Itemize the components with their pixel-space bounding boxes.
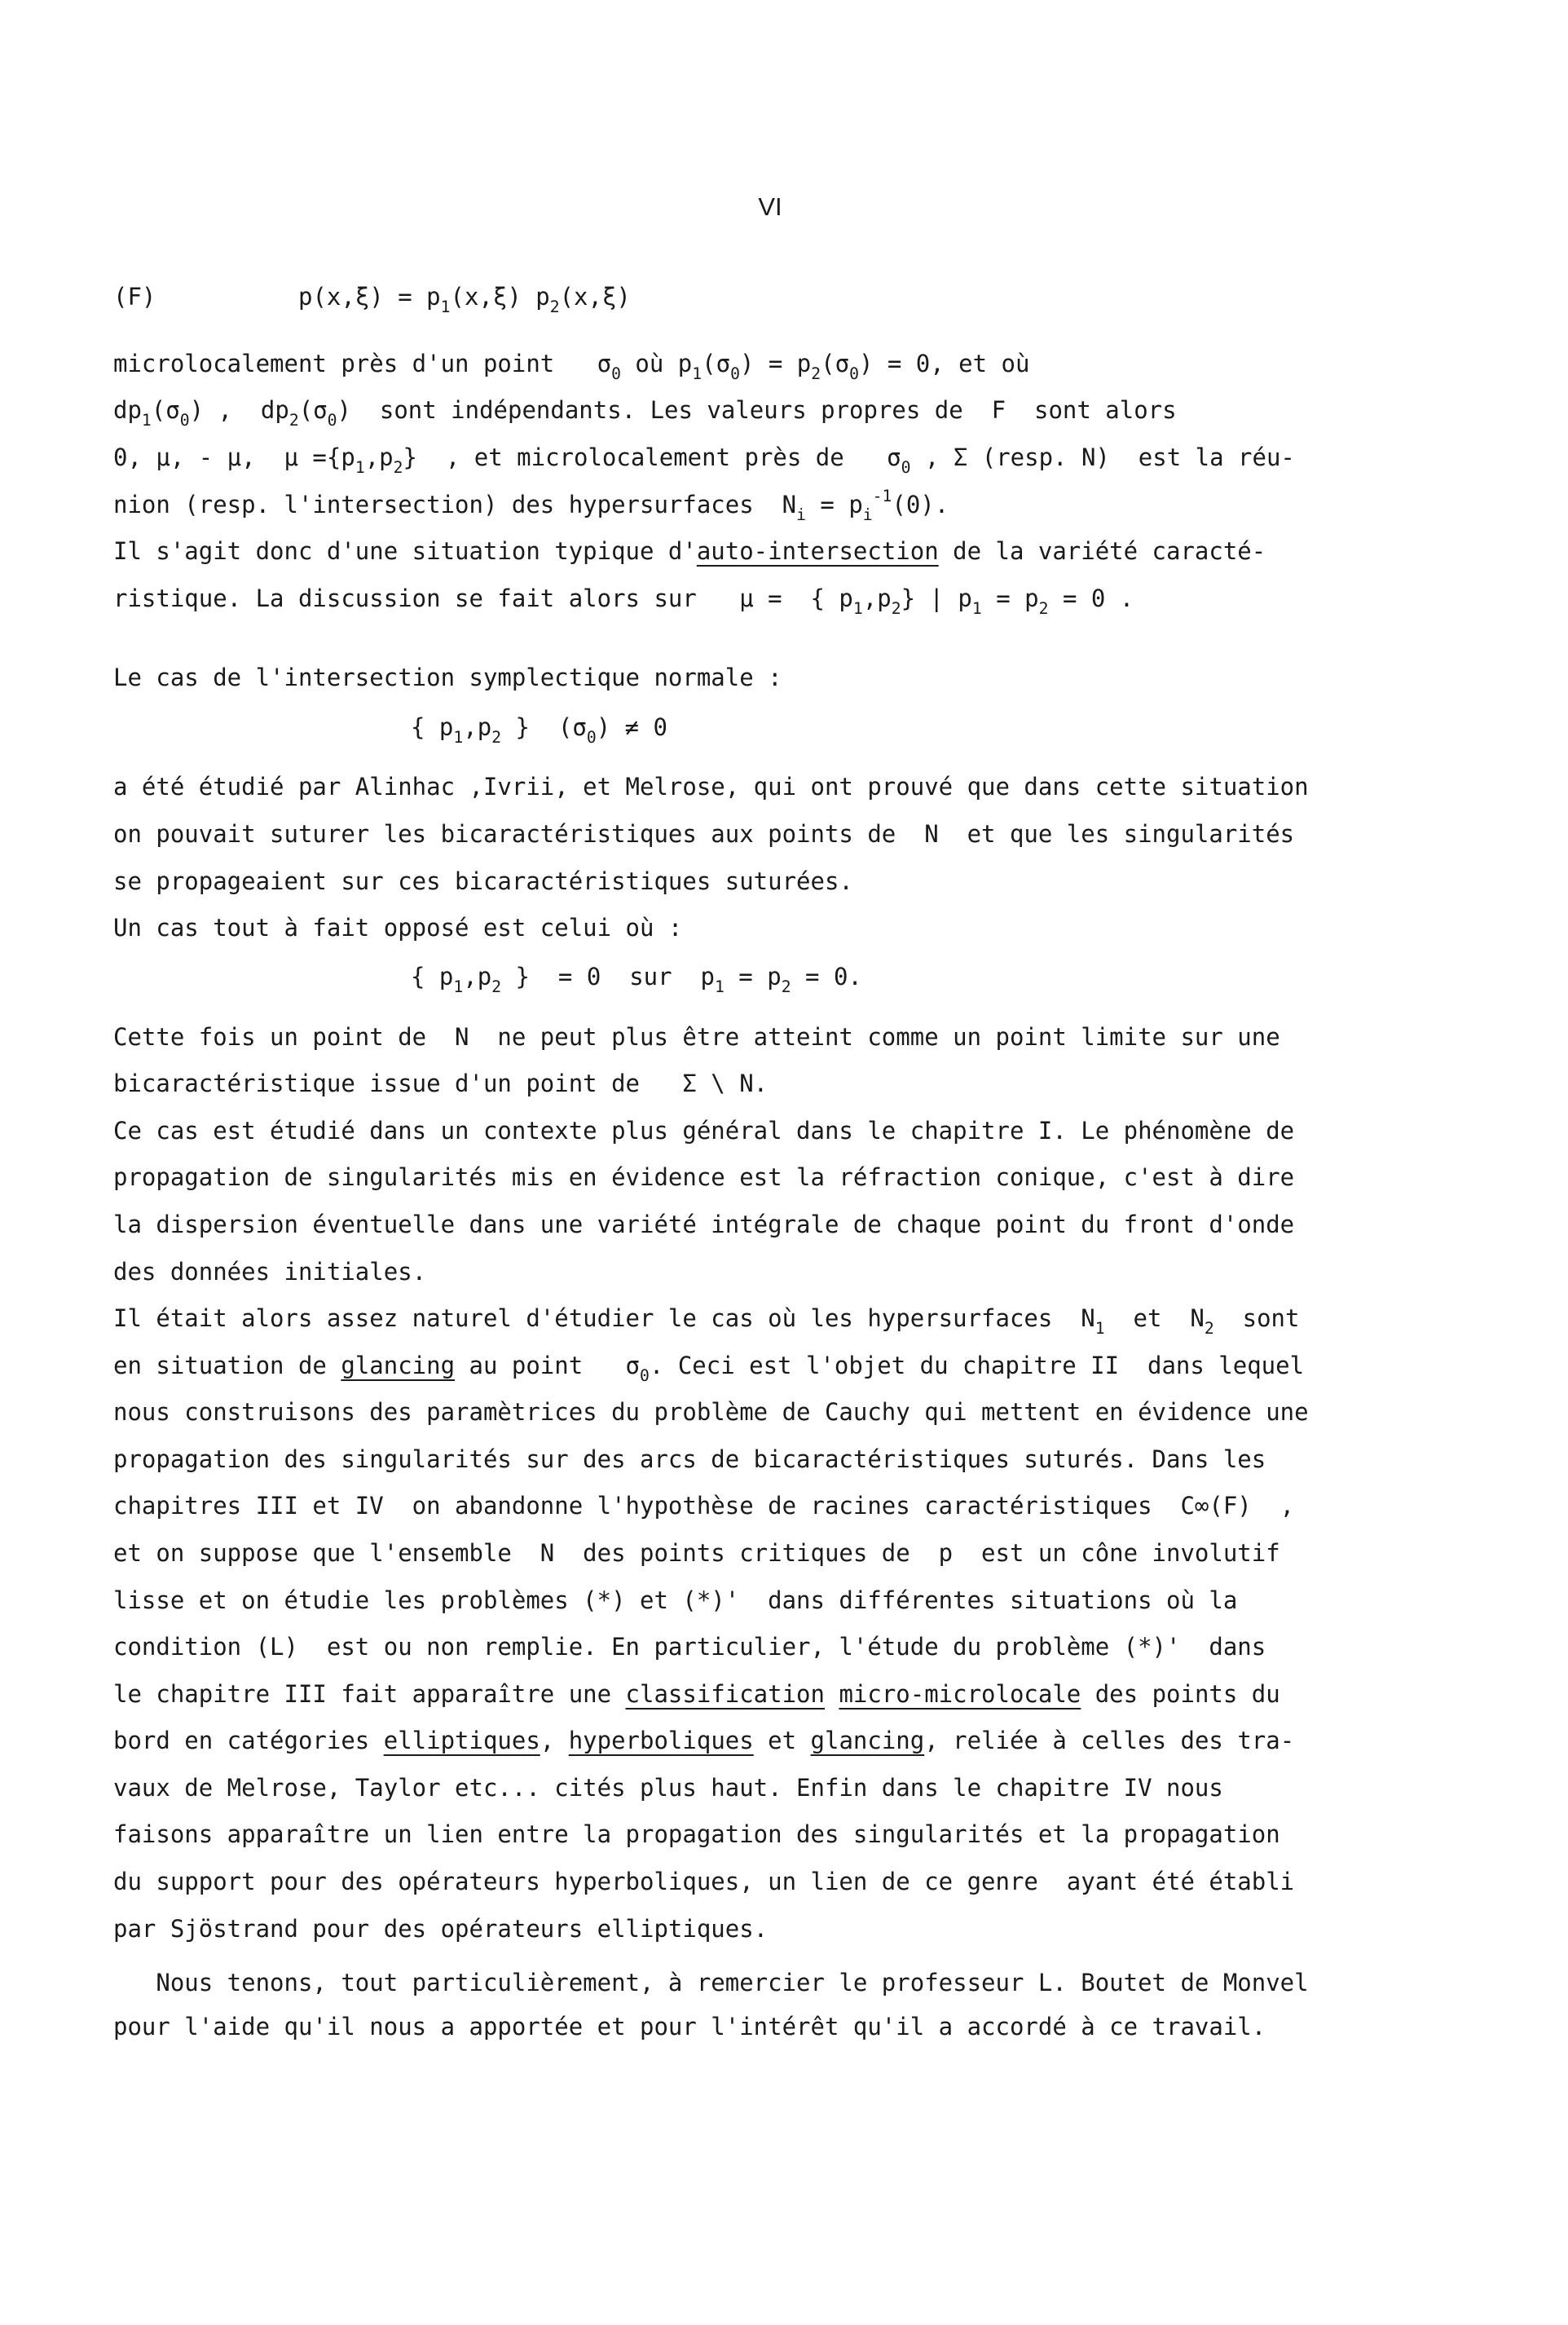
text-line: Le cas de l'intersection symplectique normale : [113,664,782,691]
page-number: VI [758,192,782,221]
text-line: la dispersion éventuelle dans une variété intégrale de chaque point du front d'onde [113,1211,1295,1238]
text-line: vaux de Melrose, Taylor etc... cités plus haut. Enfin dans le chapitre IV nous [113,1774,1223,1802]
text-line: microlocalement près d'un point $\sigma_0$ où $p_1(\sigma_0) = p_2(\sigma_0) = 0$, et où [113,350,1030,383]
text-line: bicaractéristique issue d'un point de Σ \ N. [113,1070,769,1097]
text-line: bord en catégories elliptiques, hyperboliques et glancing, reliée à celles des tra- [113,1727,1295,1754]
text-line: nous construisons des paramètrices du problème de Cauchy qui mettent en évidence une [113,1398,1309,1426]
formula-label: (F) [113,283,156,311]
formula-F: $p(x,\xi) = p_1(x,\xi)$ $p_2(x,\xi)$ [298,283,631,316]
text-line: se propageaient sur ces bicaractéristiques suturées. [113,867,853,895]
underlined-term: glancing [810,1727,925,1754]
text-line: propagation des singularités sur des arcs de bicaractéristiques suturés. Dans les [113,1445,1266,1473]
acknowledgement-line: pour l'aide qu'il nous a apportée et pour l'intérêt qu'il a accordé à ce travail. [113,2013,1266,2040]
text-line: des données initiales. [113,1258,427,1286]
text-line: Il s'agit donc d'une situation typique d'auto-intersection de la variété caracté- [113,537,1266,565]
text-line: propagation de singularités mis en évidence est la réfraction conique, c'est à dire [113,1163,1295,1191]
text-line: du support pour des opérateurs hyperboliques, un lien de ce genre ayant été établi [113,1868,1295,1895]
text-line: par Sjöstrand pour des opérateurs elliptiques. [113,1915,769,1943]
underlined-term: auto-intersection [696,537,939,565]
text-line: 0, μ, - μ, $\mu =\{p_1,p_2\}$ , et microlocalement près de $\sigma_0$ , Σ (resp. N) est la réu- [113,443,1295,477]
text-line: a été étudié par Alinhac ,Ivrii, et Melrose, qui ont prouvé que dans cette situation [113,773,1309,801]
text-line: on pouvait suturer les bicaractéristiques aux points de N et que les singularités [113,820,1295,848]
text-line: chapitres III et IV on abandonne l'hypothèse de racines caractéristiques C∞(F) , [113,1492,1295,1520]
text-line: $dp_1(\sigma_0)$ , $dp_2(\sigma_0)$ sont indépendants. Les valeurs propres de F sont alors [113,396,1177,430]
text-line: faisons apparaître un lien entre la propagation des singularités et la propagation [113,1820,1280,1848]
text-line: Il était alors assez naturel d'étudier le cas où les hypersurfaces $N_1$ et $N_2$ sont [113,1304,1300,1338]
underlined-term: micro-microlocale [839,1680,1081,1708]
text-line: et on suppose que l'ensemble N des points critiques de p est un cône involutif [113,1539,1280,1567]
underlined-term: hyperboliques [568,1727,754,1754]
text-line: Ce cas est étudié dans un contexte plus général dans le chapitre I. Le phénomène de [113,1117,1295,1145]
underlined-term: classification [625,1680,825,1708]
text-line: Cette fois un point de N ne peut plus être atteint comme un point limite sur une [113,1023,1280,1051]
underlined-term: elliptiques [383,1727,540,1754]
text-line: le chapitre III fait apparaître une classification micro-microlocale des points du [113,1680,1280,1708]
formula-bracket-zero: { $p_1,p_2$ } = 0 sur $p_1 = p_2 = 0$. [411,963,862,996]
text-line: lisse et on étudie les problèmes (*) et (*)' dans différentes situations où la [113,1586,1238,1614]
text-line: Un cas tout à fait opposé est celui où : [113,914,683,942]
text-line: ristique. La discussion se fait alors sur μ = { $p_1,p_2$} | $p_1 = p_2 = 0$ . [113,585,1134,618]
underlined-term: glancing [341,1352,456,1379]
text-line: nion (resp. l'intersection) des hypersurfaces $N_i = p_i^{-1}(0)$. [113,487,949,524]
text-line: en situation de glancing au point $\sigma_0$. Ceci est l'objet du chapitre II dans lequel [113,1352,1305,1385]
text-line: condition (L) est ou non remplie. En particulier, l'étude du problème (*)' dans [113,1633,1266,1661]
formula-bracket-nonzero: { $p_1,p_2$ } $(\sigma_0) \ne 0$ [411,713,668,747]
acknowledgement-line: Nous tenons, tout particulièrement, à remercier le professeur L. Boutet de Monvel [113,1969,1309,1996]
